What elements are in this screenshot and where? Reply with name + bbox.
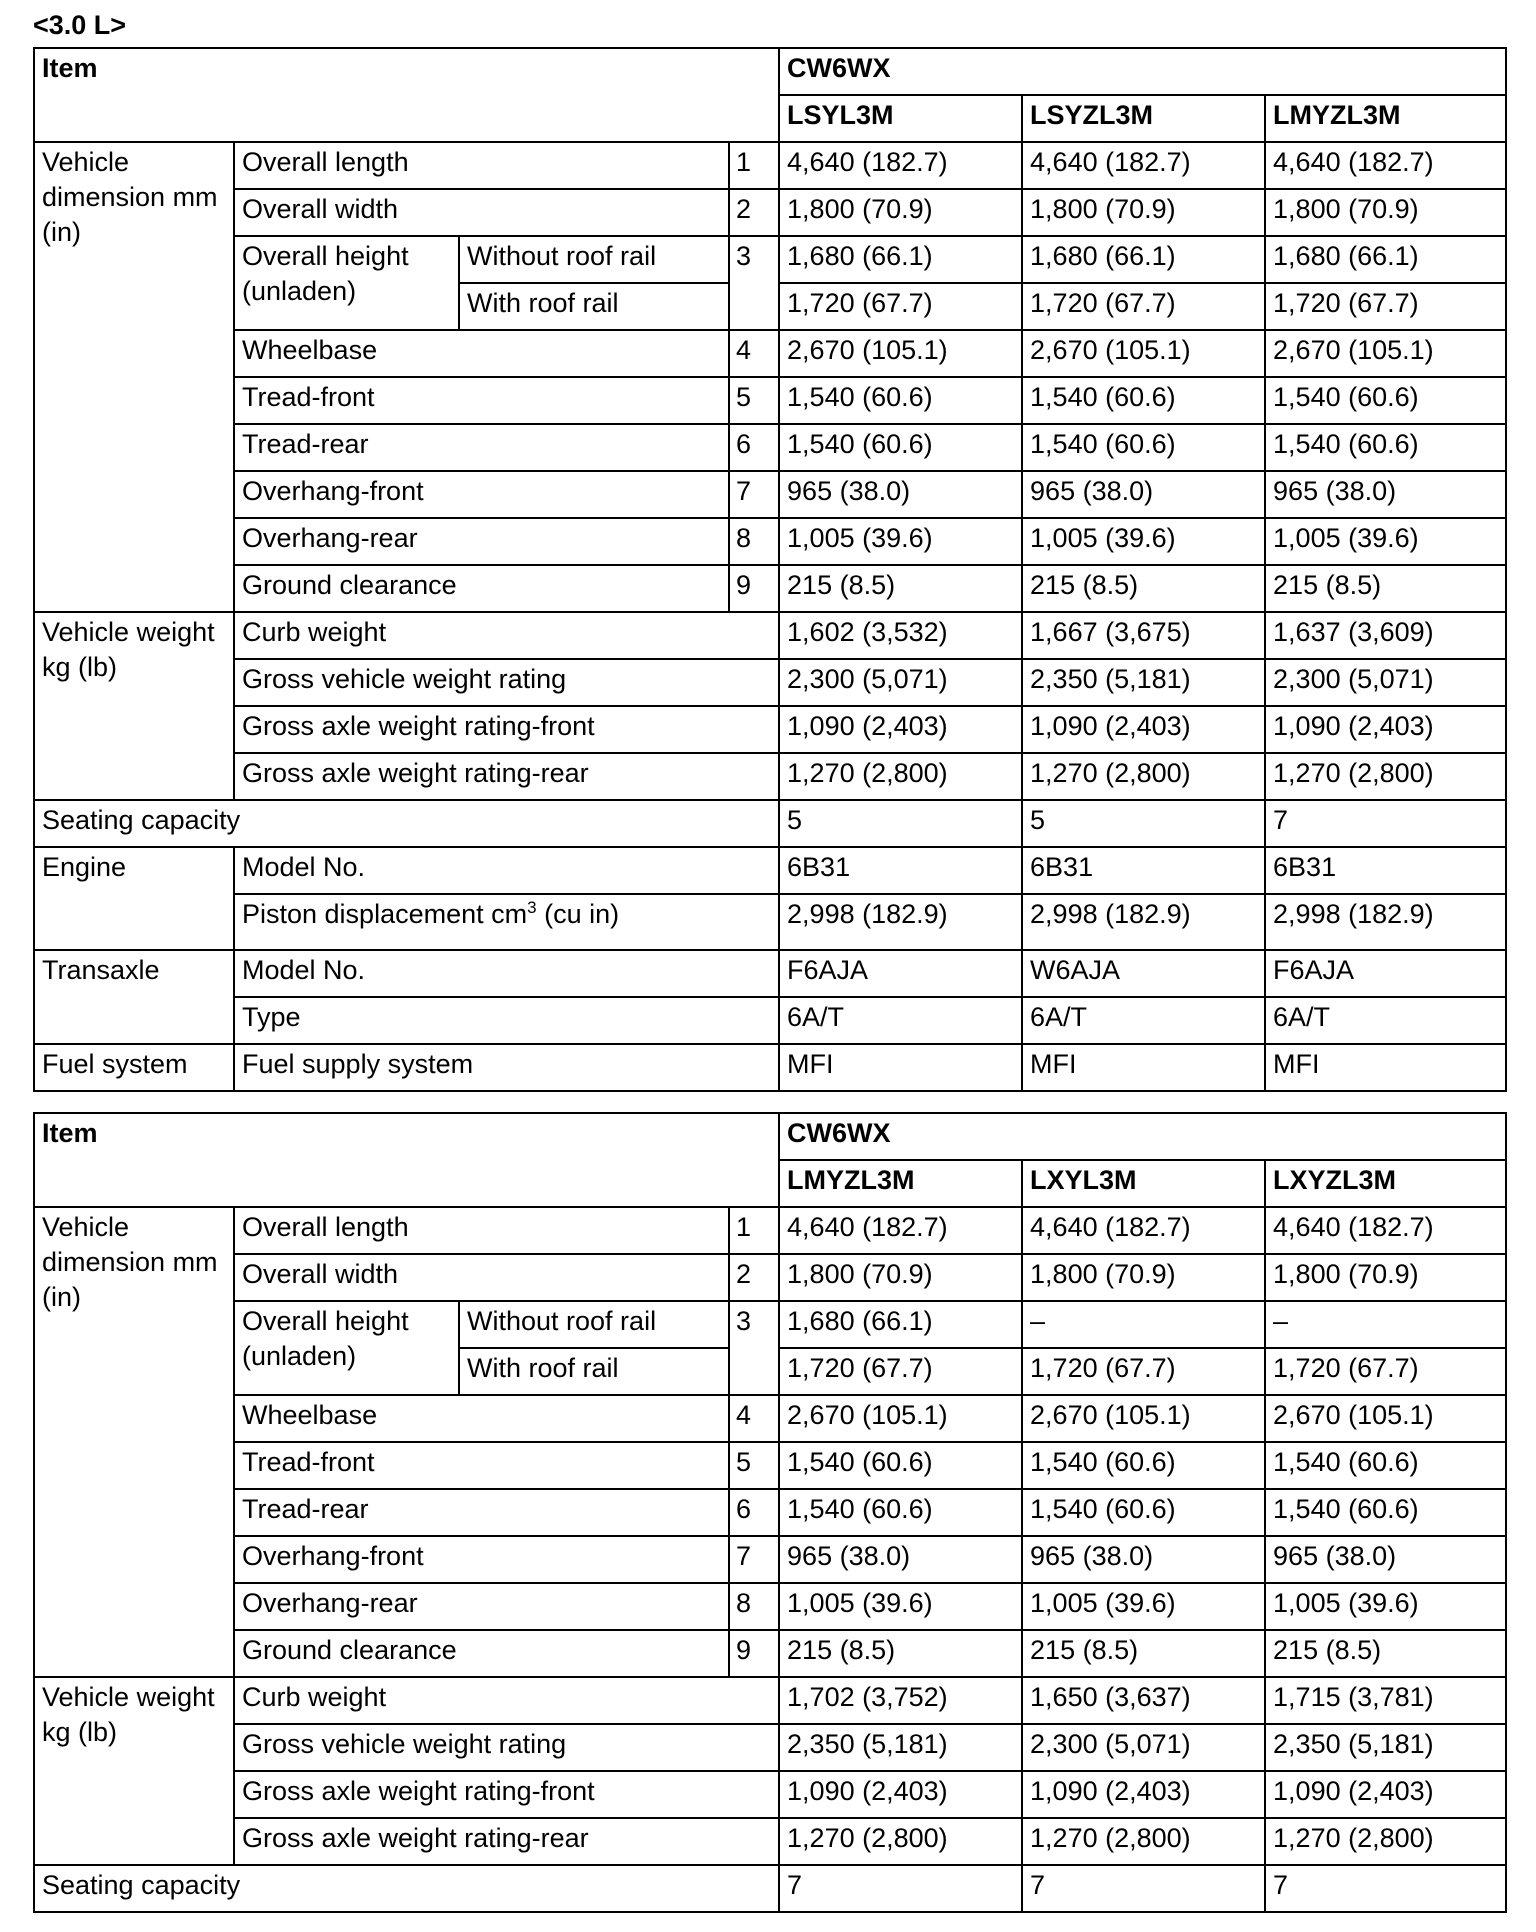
item-number: 5 [729,1442,779,1489]
table-row [34,1630,1506,1677]
value-cell: 1,270 (2,800) [1022,753,1265,800]
item-label-text: Piston displacement cm [242,899,528,929]
value-cell: 2,670 (105.1) [1265,330,1506,377]
sub-item-label: Without roof rail [459,1301,729,1348]
item-label: Model No. [234,950,779,997]
table-row [34,565,1506,612]
value-cell: 2,670 (105.1) [779,330,1022,377]
value-cell: 965 (38.0) [1265,1536,1506,1583]
value-cell: 1,270 (2,800) [1265,1818,1506,1865]
item-label: Wheelbase [234,1395,729,1442]
group-label: Seating capacity [34,800,779,847]
table-row [34,706,1506,753]
value-cell: 1,005 (39.6) [1022,518,1265,565]
superscript: 3 [527,898,537,917]
value-cell: 1,702 (3,752) [779,1677,1022,1724]
value-cell: 4,640 (182.7) [1265,1207,1506,1254]
value-cell: F6AJA [1265,950,1506,997]
value-cell: – [1022,1301,1265,1348]
item-label: Overhang-rear [234,1583,729,1630]
model-group-header: CW6WX [779,1113,1506,1160]
table-row [34,847,1506,894]
sub-item-label: With roof rail [459,1348,729,1395]
value-cell: 1,720 (67.7) [779,1348,1022,1395]
item-number: 9 [729,1630,779,1677]
model-header: LXYL3M [1022,1160,1265,1207]
table-row [34,659,1506,706]
value-cell: 2,350 (5,181) [1265,1724,1506,1771]
value-cell: F6AJA [779,950,1022,997]
value-cell: 1,540 (60.6) [1022,424,1265,471]
sub-item-label: With roof rail [459,283,729,330]
table-row [34,377,1506,424]
value-cell: 1,540 (60.6) [1265,1442,1506,1489]
model-header: LMYZL3M [1265,95,1506,142]
value-cell: 7 [1265,800,1506,847]
table-row [34,189,1506,236]
value-cell: 1,650 (3,637) [1022,1677,1265,1724]
value-cell: 215 (8.5) [1265,565,1506,612]
item-header: Item [34,48,779,142]
table-row [34,1044,1506,1091]
item-number: 2 [729,1254,779,1301]
table-row [34,1442,1506,1489]
value-cell: 2,300 (5,071) [779,659,1022,706]
group-label: Seating capacity [34,1865,779,1912]
value-cell: 1,680 (66.1) [1022,236,1265,283]
value-cell: 1,800 (70.9) [1022,189,1265,236]
item-label: Gross axle weight rating-front [234,706,779,753]
item-number: 3 [729,1301,779,1395]
value-cell: 1,090 (2,403) [1022,1771,1265,1818]
item-label: Tread-rear [234,1489,729,1536]
value-cell: 1,637 (3,609) [1265,612,1506,659]
item-label: Gross vehicle weight rating [234,1724,779,1771]
value-cell: 965 (38.0) [1265,471,1506,518]
value-cell: 4,640 (182.7) [779,1207,1022,1254]
table-row [34,471,1506,518]
value-cell: 1,270 (2,800) [779,753,1022,800]
value-cell: 1,800 (70.9) [1265,1254,1506,1301]
item-label: Model No. [234,847,779,894]
value-cell: 1,090 (2,403) [779,1771,1022,1818]
item-number: 2 [729,189,779,236]
value-cell: 1,800 (70.9) [779,1254,1022,1301]
value-cell: 2,300 (5,071) [1265,659,1506,706]
value-cell: 1,270 (2,800) [779,1818,1022,1865]
spec-table-2 [33,1112,1507,1913]
item-label: Overhang-rear [234,518,729,565]
item-label: Overall width [234,189,729,236]
group-label: Transaxle [34,950,234,1044]
model-header: LXYZL3M [1265,1160,1506,1207]
value-cell: 1,667 (3,675) [1022,612,1265,659]
value-cell: 2,670 (105.1) [1022,330,1265,377]
table-row [34,518,1506,565]
value-cell: 965 (38.0) [779,1536,1022,1583]
value-cell: 6A/T [1265,997,1506,1044]
value-cell: 965 (38.0) [779,471,1022,518]
table-row [34,1301,1506,1348]
header-row [34,1113,1506,1160]
table-row [34,1583,1506,1630]
value-cell: 6A/T [779,997,1022,1044]
value-cell: 1,800 (70.9) [1022,1254,1265,1301]
table-row [34,1254,1506,1301]
value-cell: 1,090 (2,403) [1265,1771,1506,1818]
value-cell: 1,720 (67.7) [779,283,1022,330]
value-cell: 1,090 (2,403) [1265,706,1506,753]
value-cell: 1,005 (39.6) [1265,518,1506,565]
item-label-suffix: (cu in) [536,899,620,929]
item-number: 3 [729,236,779,330]
value-cell: 2,670 (105.1) [779,1395,1022,1442]
table-row [34,800,1506,847]
value-cell: 1,680 (66.1) [779,236,1022,283]
item-header: Item [34,1113,779,1207]
value-cell: 1,720 (67.7) [1022,283,1265,330]
value-cell: 1,270 (2,800) [1022,1818,1265,1865]
table-row [34,894,1506,950]
value-cell: 965 (38.0) [1022,1536,1265,1583]
table-row [34,330,1506,377]
item-label: Gross axle weight rating-rear [234,753,779,800]
item-label: Curb weight [234,1677,779,1724]
table-row [34,1489,1506,1536]
table-row [34,997,1506,1044]
item-label: Overhang-front [234,1536,729,1583]
item-label: Wheelbase [234,330,729,377]
sub-item-label: Without roof rail [459,236,729,283]
group-label: Engine [34,847,234,950]
value-cell: 2,998 (182.9) [779,894,1022,950]
item-label: Ground clearance [234,1630,729,1677]
value-cell: 1,090 (2,403) [1022,706,1265,753]
header-row [34,48,1506,95]
value-cell: 7 [1265,1865,1506,1912]
item-label: Type [234,997,779,1044]
group-label: Fuel system [34,1044,234,1091]
model-header: LSYZL3M [1022,95,1265,142]
item-label: Overall length [234,1207,729,1254]
value-cell: 4,640 (182.7) [779,142,1022,189]
table-row [34,1677,1506,1724]
value-cell: 1,720 (67.7) [1022,1348,1265,1395]
value-cell: 1,090 (2,403) [779,706,1022,753]
value-cell: 6B31 [779,847,1022,894]
value-cell: 1,720 (67.7) [1265,283,1506,330]
model-group-header: CW6WX [779,48,1506,95]
group-label: Vehicle weight kg (lb) [34,612,234,800]
item-label: Overall width [234,1254,729,1301]
value-cell: 2,998 (182.9) [1265,894,1506,950]
value-cell: 4,640 (182.7) [1022,142,1265,189]
table-row [34,950,1506,997]
value-cell: MFI [1022,1044,1265,1091]
item-label: Tread-front [234,1442,729,1489]
value-cell: 1,715 (3,781) [1265,1677,1506,1724]
item-number: 5 [729,377,779,424]
value-cell: 215 (8.5) [779,1630,1022,1677]
item-label: Gross axle weight rating-rear [234,1818,779,1865]
group-label: Vehicle dimension mm (in) [34,1207,234,1677]
value-cell: 215 (8.5) [1022,1630,1265,1677]
value-cell: 1,680 (66.1) [779,1301,1022,1348]
item-label: Gross vehicle weight rating [234,659,779,706]
value-cell: 7 [779,1865,1022,1912]
item-number: 6 [729,424,779,471]
item-label: Overhang-front [234,471,729,518]
table-row [34,1536,1506,1583]
value-cell: 1,540 (60.6) [1265,424,1506,471]
item-label [234,894,779,950]
item-number: 8 [729,1583,779,1630]
item-number: 6 [729,1489,779,1536]
value-cell: 1,005 (39.6) [1022,1583,1265,1630]
value-cell: 2,350 (5,181) [779,1724,1022,1771]
table-row [34,612,1506,659]
value-cell: 1,800 (70.9) [779,189,1022,236]
group-label: Vehicle weight kg (lb) [34,1677,234,1865]
value-cell: MFI [779,1044,1022,1091]
value-cell: 1,540 (60.6) [1265,377,1506,424]
value-cell: 1,800 (70.9) [1265,189,1506,236]
value-cell: – [1265,1301,1506,1348]
spec-table-1 [33,47,1507,1092]
item-label: Overall height (unladen) [234,236,459,330]
table-row [34,424,1506,471]
item-number: 4 [729,330,779,377]
value-cell: 1,540 (60.6) [779,377,1022,424]
table-row [34,142,1506,189]
value-cell: 1,540 (60.6) [779,424,1022,471]
value-cell: 215 (8.5) [1022,565,1265,612]
item-label: Tread-rear [234,424,729,471]
value-cell: 2,350 (5,181) [1022,659,1265,706]
value-cell: 1,720 (67.7) [1265,1348,1506,1395]
table-row [34,1865,1506,1912]
item-label: Overall length [234,142,729,189]
value-cell: 1,602 (3,532) [779,612,1022,659]
value-cell: 1,540 (60.6) [1022,1489,1265,1536]
value-cell: 4,640 (182.7) [1022,1207,1265,1254]
item-label: Overall height (unladen) [234,1301,459,1395]
item-number: 8 [729,518,779,565]
item-label: Gross axle weight rating-front [234,1771,779,1818]
group-label: Vehicle dimension mm (in) [34,142,234,612]
value-cell: 2,300 (5,071) [1022,1724,1265,1771]
item-number: 7 [729,1536,779,1583]
value-cell: 1,540 (60.6) [779,1442,1022,1489]
item-number: 1 [729,142,779,189]
value-cell: 5 [1022,800,1265,847]
table-row [34,753,1506,800]
value-cell: 6B31 [1022,847,1265,894]
value-cell: 1,005 (39.6) [1265,1583,1506,1630]
item-number: 7 [729,471,779,518]
item-number: 4 [729,1395,779,1442]
item-number: 1 [729,1207,779,1254]
table-row [34,236,1506,283]
value-cell: 4,640 (182.7) [1265,142,1506,189]
model-header: LMYZL3M [779,1160,1022,1207]
value-cell: 1,540 (60.6) [1022,377,1265,424]
value-cell: 1,005 (39.6) [779,518,1022,565]
value-cell: 6A/T [1022,997,1265,1044]
value-cell: MFI [1265,1044,1506,1091]
item-label: Ground clearance [234,565,729,612]
value-cell: 2,998 (182.9) [1022,894,1265,950]
value-cell: 215 (8.5) [779,565,1022,612]
table-row [34,1207,1506,1254]
value-cell: 1,540 (60.6) [1022,1442,1265,1489]
table-row [34,1395,1506,1442]
value-cell: 2,670 (105.1) [1022,1395,1265,1442]
value-cell: 5 [779,800,1022,847]
section-title: <3.0 L> [33,10,127,40]
item-label: Tread-front [234,377,729,424]
value-cell: 965 (38.0) [1022,471,1265,518]
value-cell: 2,670 (105.1) [1265,1395,1506,1442]
item-label: Fuel supply system [234,1044,779,1091]
table-row [34,1818,1506,1865]
item-label: Curb weight [234,612,779,659]
value-cell: 6B31 [1265,847,1506,894]
table-row [34,1771,1506,1818]
table-row [34,1724,1506,1771]
model-header: LSYL3M [779,95,1022,142]
value-cell: 1,540 (60.6) [779,1489,1022,1536]
value-cell: 1,270 (2,800) [1265,753,1506,800]
value-cell: W6AJA [1022,950,1265,997]
value-cell: 7 [1022,1865,1265,1912]
value-cell: 1,540 (60.6) [1265,1489,1506,1536]
value-cell: 1,005 (39.6) [779,1583,1022,1630]
value-cell: 215 (8.5) [1265,1630,1506,1677]
item-number: 9 [729,565,779,612]
value-cell: 1,680 (66.1) [1265,236,1506,283]
